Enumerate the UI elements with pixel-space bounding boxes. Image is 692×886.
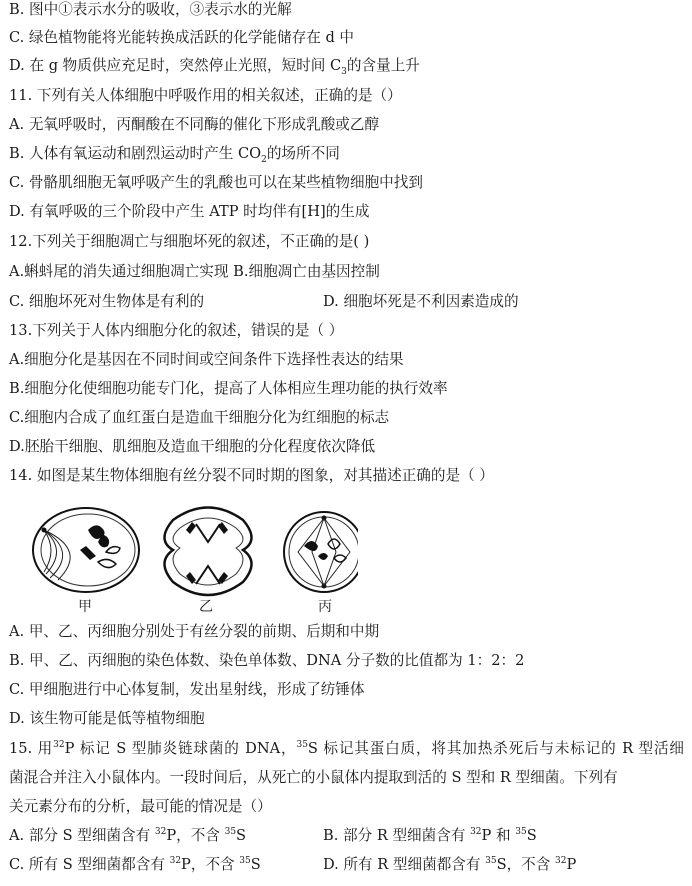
q15-options-cd [9,855,684,875]
q12-options-cd [9,292,684,312]
q13-option-b: B.细胞分化使细胞功能专门化，提高了人体相应生理功能的执行效率 [9,380,448,397]
q15-option-d: D. 所有 R 型细菌都含有 $^{35}$S，不含 $^{32}$P [323,856,577,873]
q15-stem-line1: 15. 用$^{32}$P 标记 S 型肺炎链球菌的 DNA，$^{35}$S 标记其蛋白质，将其加热杀死后与未标记的 R 型活细 [9,740,684,757]
q15-options-ab [9,826,684,846]
q11-option-d: D. 有氧呼吸的三个阶段中产生 ATP 时均伴有[H]的生成 [9,203,370,220]
q10-option-c: C. 绿色植物能将光能转换成活跃的化学能储存在 d 中 [9,29,355,46]
cell-bing-drawing [284,512,358,592]
q12-option-d: D. 细胞坏死是不利因素造成的 [323,293,519,310]
q13-option-d: D.胚胎干细胞、肌细胞及造血干细胞的分化程度依次降低 [9,438,376,455]
cell-jia-drawing [33,508,139,592]
cell-label-jia: 甲 [78,599,92,615]
q15-option-a: A. 部分 S 型细菌含有 $^{32}$P，不含 $^{35}$S [9,827,247,844]
q15-stem-line3: 关元素分布的分析，最可能的情况是（） [9,798,272,815]
cell-label-yi: 乙 [199,599,213,615]
q14-option-b: B. 甲、乙、丙细胞的染色体数、染色单体数、DNA 分子数的比值都为 1：2：2 [9,652,525,669]
q10-option-d: D. 在 g 物质供应充足时，突然停止光照，短时间 $C_3$的含量上升 [9,57,420,77]
q14-option-d: D. 该生物可能是低等植物细胞 [9,710,205,727]
q13-stem: 13.下列关于人体内细胞分化的叙述，错误的是（ ） [9,322,344,339]
cell-label-bing: 丙 [318,599,332,615]
q10-option-b: B. 图中①表示水分的吸收，③表示水的光解 [9,1,292,18]
q15-stem-line2: 菌混合并注入小鼠体内。一段时间后，从死亡的小鼠体内提取到活的 S 型和 R 型细菌。下列有 [9,769,618,786]
q14-option-c: C. 甲细胞进行中心体复制，发出星射线，形成了纺锤体 [9,681,365,698]
q13-option-a: A.细胞分化是基因在不同时间或空间条件下选择性表达的结果 [9,351,404,368]
q11-option-b: B. 人体有氧运动和剧烈运动时产生 $CO_2$的场所不同 [9,145,340,165]
q13-option-c: C.细胞内合成了血红蛋白是造血干细胞分化为红细胞的标志 [9,409,390,426]
q14-option-a: A. 甲、乙、丙细胞分别处于有丝分裂的前期、后期和中期 [9,623,380,640]
q11-option-a: A. 无氧呼吸时，丙酮酸在不同酶的催化下形成乳酸或乙醇 [9,116,380,133]
q12-stem: 12.下列关于细胞凋亡与细胞坏死的叙述，不正确的是( ) [9,233,370,250]
q11-option-c: C. 骨骼肌细胞无氧呼吸产生的乳酸也可以在某些植物细胞中找到 [9,174,423,191]
q15-option-c: C. 所有 S 型细菌都含有 $^{32}$P，不含 $^{35}$S [9,856,261,873]
cell-yi-drawing [165,508,252,596]
q14-stem: 14. 如图是某生物体细胞有丝分裂不同时期的图象，对其描述正确的是（ ） [9,467,494,484]
q12-option-c: C. 细胞坏死对生物体是有利的 [9,293,205,310]
q11-stem: 11. 下列有关人体细胞中呼吸作用的相关叙述，正确的是（） [9,87,402,104]
q12-options-ab: A.蝌蚪尾的消失通过细胞凋亡实现 B.细胞凋亡由基因控制 [9,263,380,280]
q15-option-b: B. 部分 R 型细菌含有 $^{32}$P 和 $^{35}$S [323,827,537,844]
